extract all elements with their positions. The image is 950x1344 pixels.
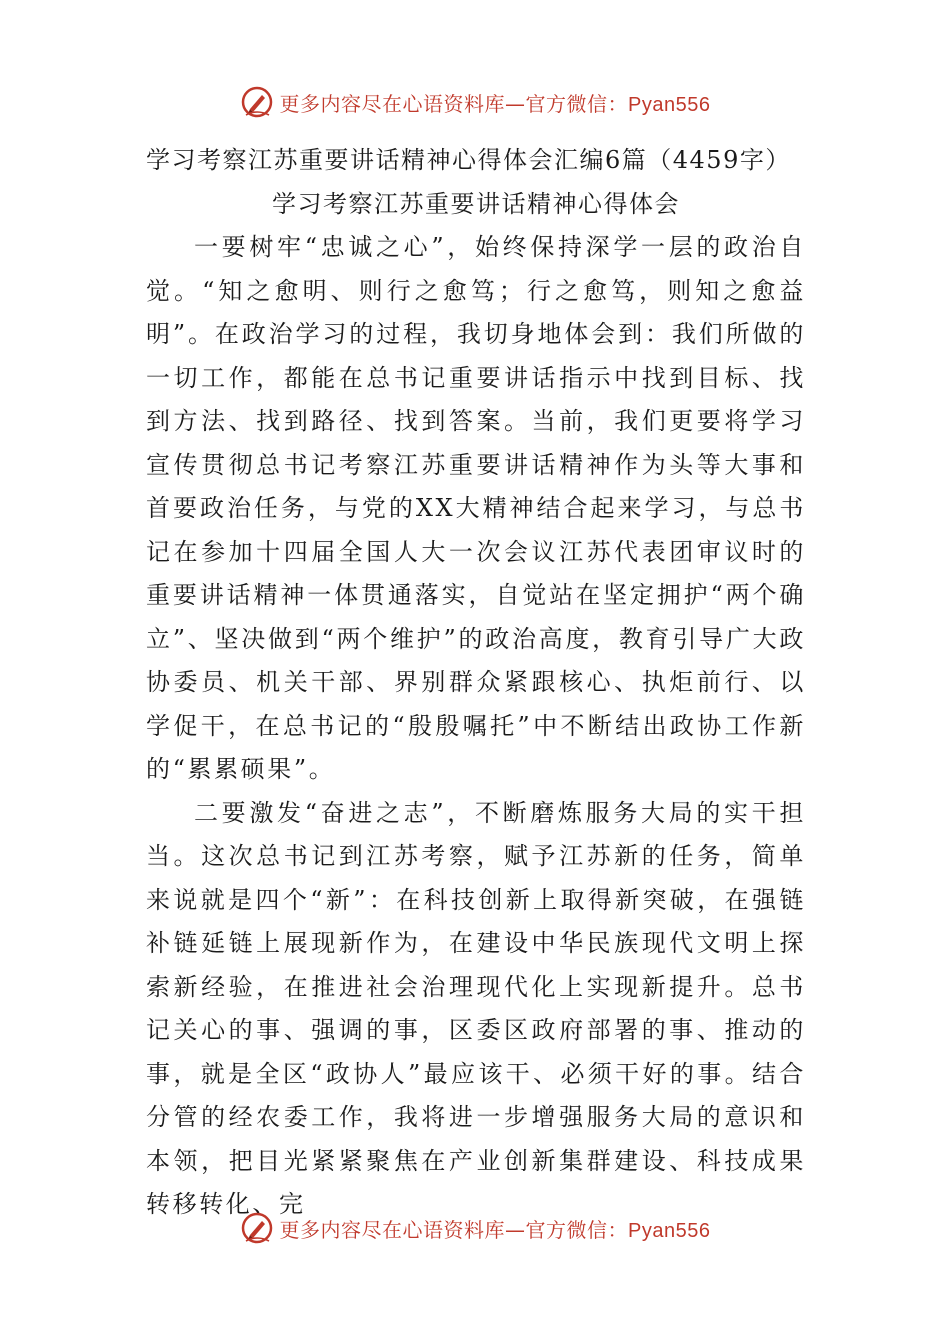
banner-wechat-id: Pyan556 [628,1219,711,1242]
paragraph-2: 二要激发“奋进之志”，不断磨炼服务大局的实干担当。这次总书记到江苏考察，赋予江苏新的任务，简单来说就是四个“新”：在科技创新上取得新突破，在强链补链延链上展现新作为，在建设中华民族现代文明上探索新经验，在推进社会治理现代化上实现新提升。总书记关心的事、强调的事，区委区政府部署的事、推动的事，就是全区“政协人”最应该干、必须干好的事。结合分管的经农委工作，我将进一步增强服务大局的意识和本领，把目光紧紧聚焦在产业创新集群建设、科技成果转移转化、完 [146,798,806,1218]
pen-logo-icon [240,85,274,119]
document-body [146,138,806,1227]
document-subtitle: 学习考察江苏重要讲话精神心得体会 [272,190,680,218]
banner-text [280,88,711,117]
banner-wechat-id: Pyan556 [628,93,711,116]
banner-slogan: 更多内容尽在心语资料库—官方微信： [279,91,629,116]
paragraph-1: 一要树牢“忠诚之心”，始终保持深学一层的政治自觉。“知之愈明、则行之愈笃；行之愈笃，则知之愈益明”。在政治学习的过程，我切身地体会到：我们所做的一切工作，都能在总书记重要讲话指示中找到目标、找到方法、找到路径、找到答案。当前，我们更要将学习宣传贯彻总书记考察江苏重要讲话精神作为头等大事和首要政治任务，与党的XX大精神结合起来学习，与总书记在参加十四届全国人大一次会议江苏代表团审议时的重要讲话精神一体贯通落实，自觉站在坚定拥护“两个确立”、坚决做到“两个维护”的政治高度，教育引导广大政协委员、机关干部、界别群众紧跟核心、执炬前行、以学促干，在总书记的“殷殷嘱托”中不断结出政协工作新的“累累硕果”。 [146,233,806,783]
document-title: 学习考察江苏重要讲话精神心得体会汇编6篇（4459字） [146,146,791,174]
pen-logo-icon [240,1211,274,1245]
header-banner [0,82,950,122]
banner-slogan: 更多内容尽在心语资料库—官方微信： [279,1217,629,1242]
footer-banner [0,1208,950,1248]
banner-text [280,1214,711,1243]
